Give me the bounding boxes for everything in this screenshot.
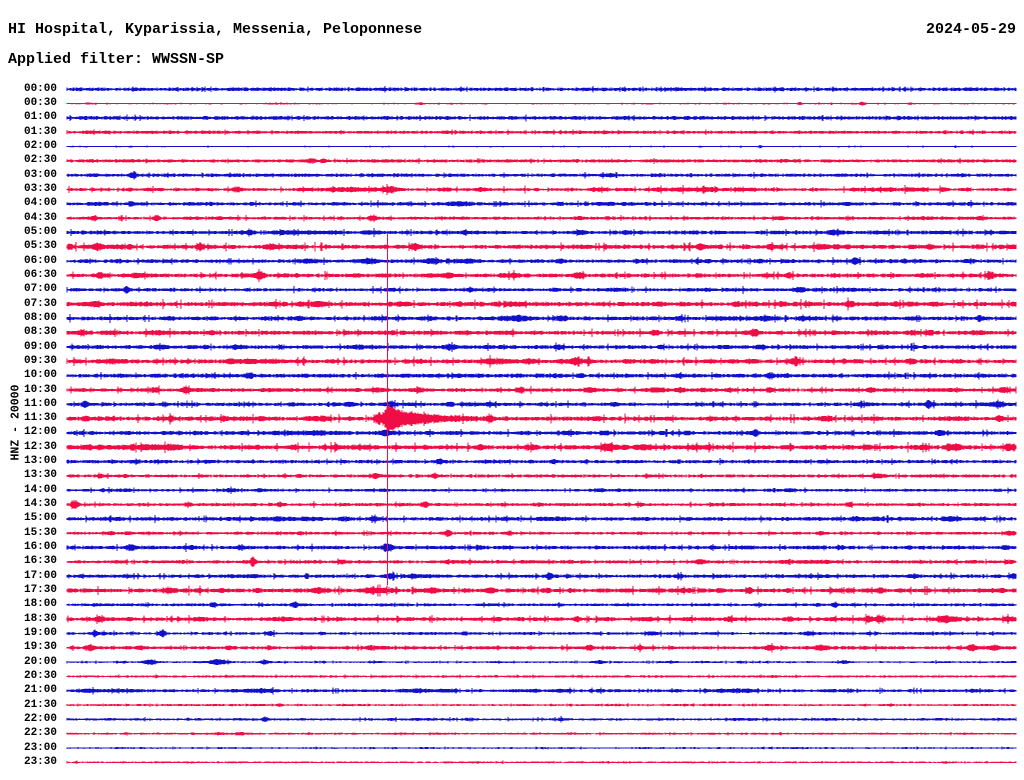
trace-row-0430 <box>67 214 1016 222</box>
row-time-label: 11:00 <box>23 397 57 410</box>
trace-row-0030 <box>67 102 1016 106</box>
row-time-label: 21:30 <box>23 698 57 711</box>
row-time-label: 18:00 <box>23 598 57 611</box>
row-time-label: 07:30 <box>23 297 57 310</box>
trace-row-0800 <box>67 314 1016 323</box>
row-time-label: 01:30 <box>23 125 57 138</box>
row-time-label: 16:30 <box>23 555 57 568</box>
row-time-label: 00:30 <box>23 97 57 110</box>
trace-row-0530 <box>67 242 1016 252</box>
trace-row-0300 <box>67 171 1016 179</box>
row-time-label: 22:30 <box>23 727 57 740</box>
trace-row-1600 <box>67 543 1016 552</box>
row-time-label: 03:00 <box>23 168 57 181</box>
row-time-label: 15:00 <box>23 512 57 525</box>
row-time-label: 03:30 <box>23 183 57 196</box>
row-time-label: 17:00 <box>23 569 57 582</box>
row-time-label: 08:00 <box>23 311 57 324</box>
row-time-label: 12:00 <box>23 426 57 439</box>
trace-row-0730 <box>67 298 1016 311</box>
trace-row-1830 <box>67 614 1016 624</box>
trace-row-0330 <box>67 184 1016 195</box>
row-time-label: 18:30 <box>23 612 57 625</box>
row-time-label: 06:30 <box>23 268 57 281</box>
station-title: HI Hospital, Kyparissia, Messenia, Peloponnese <box>8 21 423 38</box>
row-time-label: 13:30 <box>23 469 57 482</box>
row-time-label: 22:00 <box>23 712 57 725</box>
trace-row-0930 <box>67 355 1016 367</box>
trace-row-1200 <box>67 429 1016 437</box>
row-time-label: 21:00 <box>23 684 57 697</box>
trace-row-0200 <box>67 145 1016 148</box>
trace-row-0230 <box>67 158 1016 164</box>
row-time-label: 02:00 <box>23 140 57 153</box>
row-time-label: 10:00 <box>23 369 57 382</box>
trace-row-0630 <box>67 269 1016 282</box>
trace-row-1930 <box>67 643 1016 652</box>
row-time-label: 00:00 <box>23 82 57 95</box>
trace-row-0400 <box>67 200 1016 208</box>
trace-row-1300 <box>67 458 1016 465</box>
row-time-label: 23:00 <box>23 741 57 754</box>
row-time-label: 11:30 <box>23 412 57 425</box>
trace-row-1630 <box>67 557 1016 568</box>
trace-row-1430 <box>67 500 1016 509</box>
plot-date: 2024-05-29 <box>925 21 1016 38</box>
row-time-label: 04:00 <box>23 197 57 210</box>
trace-row-1700 <box>67 571 1016 581</box>
trace-row-0000 <box>67 86 1016 93</box>
row-time-label: 12:30 <box>23 440 57 453</box>
row-time-label: 02:30 <box>23 154 57 167</box>
trace-row-1130 <box>67 404 1016 434</box>
row-time-label: 14:00 <box>23 483 57 496</box>
trace-row-1230 <box>67 442 1016 453</box>
row-time-label: 16:00 <box>23 541 57 554</box>
trace-row-0900 <box>67 342 1016 352</box>
channel-scale-label: HNZ - 20000 <box>9 384 23 461</box>
row-time-label: 09:30 <box>23 354 57 367</box>
trace-row-1900 <box>67 629 1016 638</box>
trace-row-2000 <box>67 659 1016 665</box>
trace-row-1100 <box>67 400 1016 410</box>
trace-row-1400 <box>67 487 1016 494</box>
trace-row-2300 <box>67 747 1016 750</box>
row-time-label: 07:00 <box>23 283 57 296</box>
row-time-label: 05:00 <box>23 226 57 238</box>
row-time-label: 20:30 <box>23 669 57 682</box>
trace-row-0700 <box>67 286 1016 294</box>
trace-row-0600 <box>67 257 1016 265</box>
trace-row-1530 <box>67 530 1016 537</box>
trace-row-1000 <box>67 372 1016 380</box>
trace-row-1030 <box>67 386 1016 395</box>
row-time-label: 13:00 <box>23 455 57 468</box>
trace-row-2100 <box>67 687 1016 695</box>
row-time-label: 05:30 <box>23 240 57 253</box>
trace-row-1800 <box>67 602 1016 609</box>
trace-row-1730 <box>67 585 1016 597</box>
row-time-label: 20:00 <box>23 655 57 668</box>
row-time-label: 15:30 <box>23 526 57 539</box>
row-time-label: 04:30 <box>23 211 57 224</box>
trace-row-2200 <box>67 716 1016 723</box>
trace-row-1330 <box>67 473 1016 480</box>
trace-row-1500 <box>67 514 1016 523</box>
row-time-label: 08:30 <box>23 326 57 339</box>
row-time-label: 17:30 <box>23 584 57 596</box>
trace-row-2030 <box>67 674 1016 678</box>
row-time-label: 06:00 <box>23 254 57 267</box>
row-time-label: 14:30 <box>23 498 57 511</box>
row-time-label: 23:30 <box>23 755 57 768</box>
row-time-label: 01:00 <box>23 111 57 124</box>
trace-row-0130 <box>67 129 1016 135</box>
trace-row-0500 <box>67 228 1016 237</box>
trace-row-0100 <box>67 115 1016 122</box>
trace-row-2330 <box>67 761 1016 764</box>
row-time-label: 09:00 <box>23 340 57 353</box>
row-time-label: 19:30 <box>23 641 57 654</box>
row-time-label: 10:30 <box>23 383 57 396</box>
trace-row-0830 <box>67 328 1016 337</box>
trace-row-2230 <box>67 732 1016 736</box>
trace-row-2130 <box>67 703 1016 707</box>
applied-filter-label: Applied filter: WWSSN-SP <box>8 51 225 68</box>
row-time-label: 19:00 <box>23 626 57 639</box>
